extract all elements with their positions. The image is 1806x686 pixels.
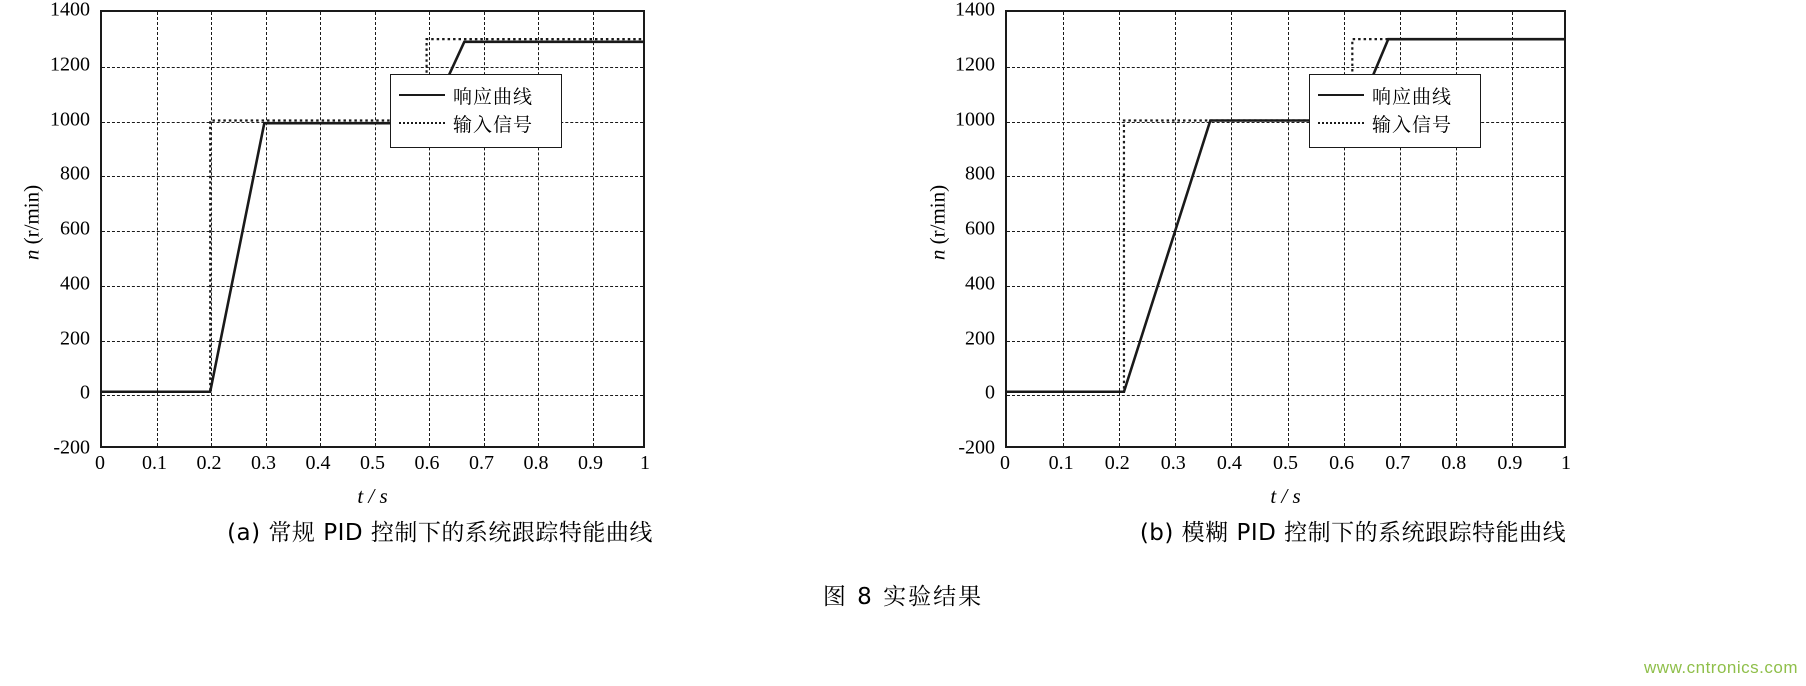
x-tick-label: 0.2	[1104, 452, 1130, 474]
legend-line-dotted-icon	[399, 122, 445, 124]
x-tick-label: 0.2	[196, 452, 222, 474]
x-axis-title-a	[100, 484, 645, 509]
legend-label: 响应曲线	[453, 85, 534, 108]
x-tick-label: 0.4	[1216, 452, 1242, 474]
y-tick-label: 1000	[50, 108, 90, 130]
y-tick-label: 0	[985, 381, 995, 404]
gridline-horizontal	[102, 231, 643, 232]
gridline-vertical	[1512, 12, 1513, 446]
x-tick-label: 0.5	[360, 452, 385, 474]
legend-line-solid-icon	[1318, 94, 1364, 96]
y-tick-label: 800	[60, 162, 90, 185]
gridline-horizontal	[1007, 395, 1564, 396]
gridline-vertical	[1231, 12, 1232, 446]
gridline-horizontal	[1007, 286, 1564, 287]
gridline-vertical	[1288, 12, 1289, 446]
gridline-horizontal	[102, 395, 643, 396]
legend-item	[399, 81, 551, 109]
y-tick-label: 600	[60, 217, 90, 240]
y-tick-label: -200	[53, 436, 90, 459]
panel-caption-b: (b) 模糊 PID 控制下的系统跟踪特能曲线	[1139, 520, 1567, 546]
legend-label: 输入信号	[453, 113, 534, 136]
gridline-horizontal	[102, 176, 643, 177]
x-tick-label: 0.7	[469, 452, 494, 474]
gridline-vertical	[1119, 12, 1120, 446]
gridline-vertical	[593, 12, 594, 446]
gridline-vertical	[266, 12, 267, 446]
y-tick-label: 1400	[50, 0, 90, 21]
gridline-vertical	[375, 12, 376, 446]
gridline-vertical	[211, 12, 212, 446]
x-tick-label: 0.9	[1497, 452, 1523, 474]
legend-line-solid-icon	[399, 94, 445, 96]
x-tick-label: 0.4	[305, 452, 331, 474]
gridline-vertical	[320, 12, 321, 446]
legend-label: 输入信号	[1372, 113, 1453, 136]
gridline-horizontal	[102, 286, 643, 287]
x-tick-label: 0.5	[1273, 452, 1298, 474]
gridline-horizontal	[1007, 176, 1564, 177]
legend-item	[399, 109, 551, 137]
x-tick-label: 0.8	[523, 452, 549, 474]
figure-caption: 图 8 实验结果	[822, 584, 984, 610]
y-tick-label: 600	[965, 217, 995, 240]
gridline-horizontal	[1007, 341, 1564, 342]
x-tick-label: 1	[640, 452, 650, 474]
y-tick-label: 1400	[955, 0, 995, 21]
gridline-vertical	[157, 12, 158, 446]
y-tick-label: 1200	[955, 53, 995, 76]
plot-area-b	[1005, 10, 1566, 448]
x-axis-title-text: t / s	[1270, 484, 1301, 508]
y-tick-label: -200	[958, 436, 995, 459]
watermark-text: www.cntronics.com	[1644, 658, 1798, 677]
x-tick-label: 0.7	[1385, 452, 1411, 474]
x-tick-label: 0.9	[578, 452, 603, 474]
y-tick-label: 400	[965, 272, 995, 295]
x-tick-label: 0.3	[1160, 452, 1186, 474]
y-tick-label: 1200	[50, 53, 90, 76]
legend-a	[390, 74, 562, 148]
legend-item	[1318, 81, 1470, 109]
panel-caption-a: (a) 常规 PID 控制下的系统跟踪特能曲线	[227, 520, 653, 546]
x-tick-label: 0.1	[142, 452, 167, 474]
x-tick-label: 1	[1561, 452, 1571, 474]
x-tick-label: 0.1	[1048, 452, 1074, 474]
y-tick-label: 400	[60, 272, 90, 295]
gridline-horizontal	[102, 341, 643, 342]
y-tick-label: 0	[80, 381, 90, 404]
x-axis-title-b	[1005, 484, 1566, 509]
y-tick-label: 200	[60, 327, 90, 349]
x-tick-label: 0	[95, 452, 105, 474]
x-tick-label: 0.6	[414, 452, 440, 474]
legend-label: 响应曲线	[1372, 85, 1453, 108]
y-tick-label: 1000	[955, 108, 995, 130]
x-tick-label: 0.6	[1329, 452, 1355, 474]
legend-line-dotted-icon	[1318, 122, 1364, 124]
x-tick-label: 0.3	[251, 452, 276, 474]
gridline-horizontal	[102, 67, 643, 68]
y-tick-label: 800	[965, 162, 995, 185]
gridline-vertical	[1175, 12, 1176, 446]
gridline-vertical	[1063, 12, 1064, 446]
x-tick-label: 0.8	[1441, 452, 1467, 474]
legend-item	[1318, 109, 1470, 137]
x-axis-title-text: t / s	[357, 484, 388, 508]
gridline-horizontal	[1007, 67, 1564, 68]
y-axis-title-a: n (r/min)	[19, 184, 44, 261]
y-axis-title-b: n (r/min)	[925, 184, 950, 261]
legend-b	[1309, 74, 1481, 148]
plot-area-a	[100, 10, 645, 448]
gridline-horizontal	[1007, 231, 1564, 232]
y-tick-label: 200	[965, 327, 995, 349]
x-tick-label: 0	[1000, 452, 1010, 474]
